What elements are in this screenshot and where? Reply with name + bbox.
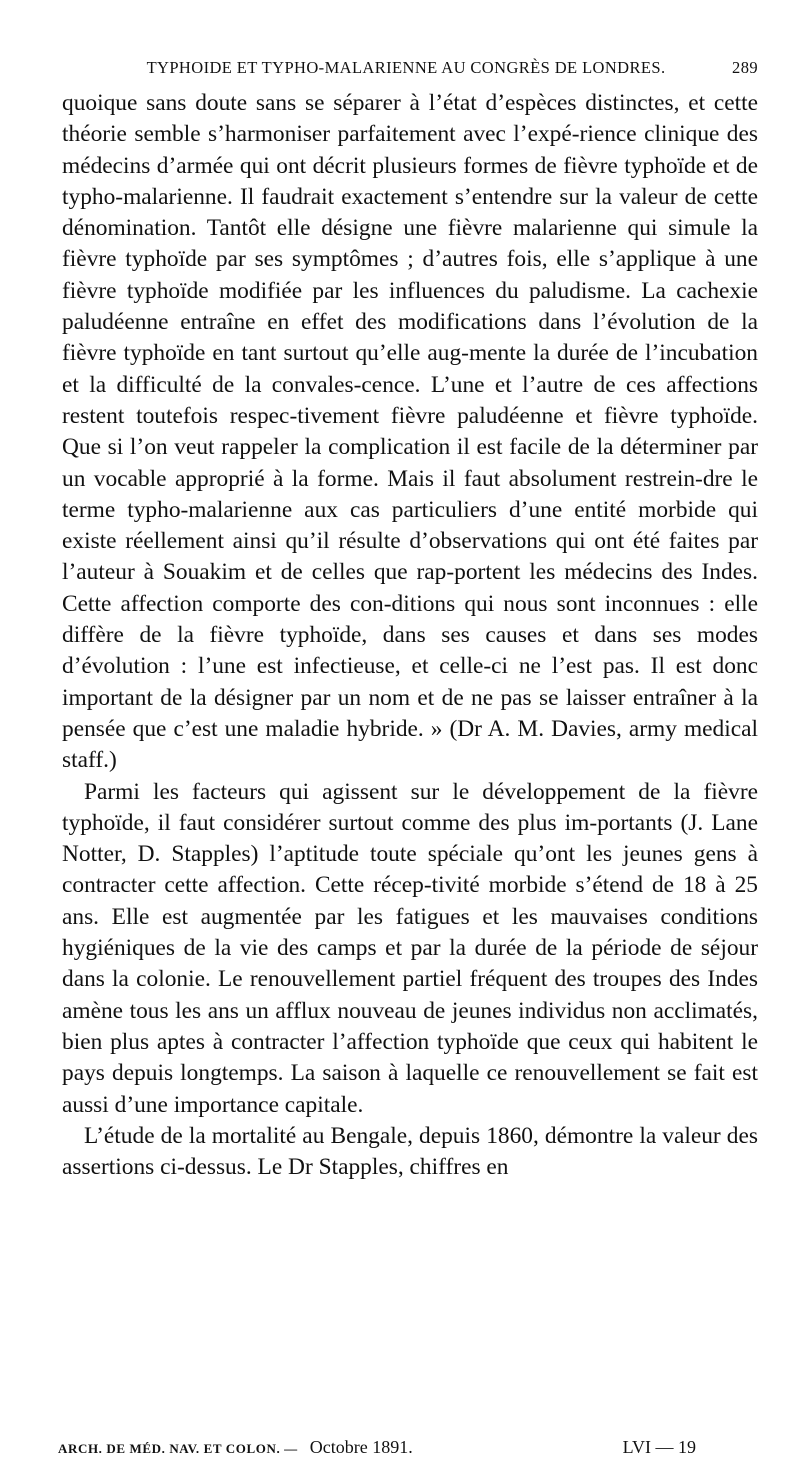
running-title: TYPHOIDE ET TYPHO-MALARIENNE AU CONGRÈS DE LONDRES. xyxy=(146,58,666,77)
page xyxy=(62,58,758,1183)
body-text xyxy=(62,88,758,1183)
running-head xyxy=(62,58,758,78)
page-footer xyxy=(58,1437,758,1458)
paragraph-1: quoique sans doute sans se séparer à l’état d’espèces distinctes, et cette théorie semble s’harmoniser parfaitement avec l’expé-rience clinique des médecins d’armée qui ont décrit plusieurs formes de fièvre typhoïde et de typho-malarienne. Il faudrait exactement s’entendre sur la valeur de cette dénomination. Tantôt elle désigne une fièvre malarienne qui simule la fièvre typhoïde par ses symptômes ; d’autres fois, elle s’applique à une fièvre typhoïde modifiée par les influences du paludisme. La cachexie paludéenne entraîne en effet des modifications dans l’évolution de la fièvre typhoïde en tant surtout qu’elle aug-mente la durée de l’incubation et la difficulté de la convales-cence. L’une et l’autre de ces affections restent toutefois respec-tivement fièvre paludéenne et fièvre typhoïde. Que si l’on veut rappeler la complication il est facile de la déterminer par un vocable approprié à la forme. Mais il faut absolument restrein-dre le terme typho-malarienne aux cas particuliers d’une entité morbide qui existe réellement ainsi qu’il résulte d’observations qui ont été faites par l’auteur à Souakim et de celles que rap-portent les médecins des Indes. Cette affection comporte des con-ditions qui nous sont inconnues : elle diffère de la fièvre typhoïde, dans ses causes et dans ses modes d’évolution : l’une est infectieuse, et celle-ci ne l’est pas. Il est donc important de la désigner par un nom et de ne pas se laisser entraîner à la pensée que c’est une maladie hybride. » (Dr A. M. Davies, army medical staff.) xyxy=(62,90,758,774)
journal-name: ARCH. DE MÉD. NAV. ET COLON. — xyxy=(58,1441,298,1456)
paragraph-3: L’étude de la mortalité au Bengale, depuis 1860, démontre la valeur des assertions ci-dessus. Le Dr Stapples, chiffres en xyxy=(62,1122,758,1181)
signature-mark: LVI — 19 xyxy=(622,1437,696,1457)
page-number: 289 xyxy=(732,58,758,77)
paragraph-2: Parmi les facteurs qui agissent sur le développement de la fièvre typhoïde, il faut considérer surtout comme des plus im-portants (J. Lane Notter, D. Stapples) l’aptitude toute spéciale qu’ont les jeunes gens à contracter cette affection. Cette récep-tivité morbide s’étend de 18 à 25 ans. Elle est augmentée par les fatigues et les mauvaises conditions hygiéniques de la vie des camps et par la durée de la période de séjour dans la colonie. Le renouvellement partiel fréquent des troupes des Indes amène tous les ans un afflux nouveau de jeunes individus non acclimatés, bien plus aptes à contracter l’affection typhoïde que ceux qui habitent le pays depuis longtemps. La saison à laquelle ce renouvellement se fait est aussi d’une importance capitale. xyxy=(62,778,758,1118)
issue-date: Octobre 1891. xyxy=(309,1437,413,1457)
